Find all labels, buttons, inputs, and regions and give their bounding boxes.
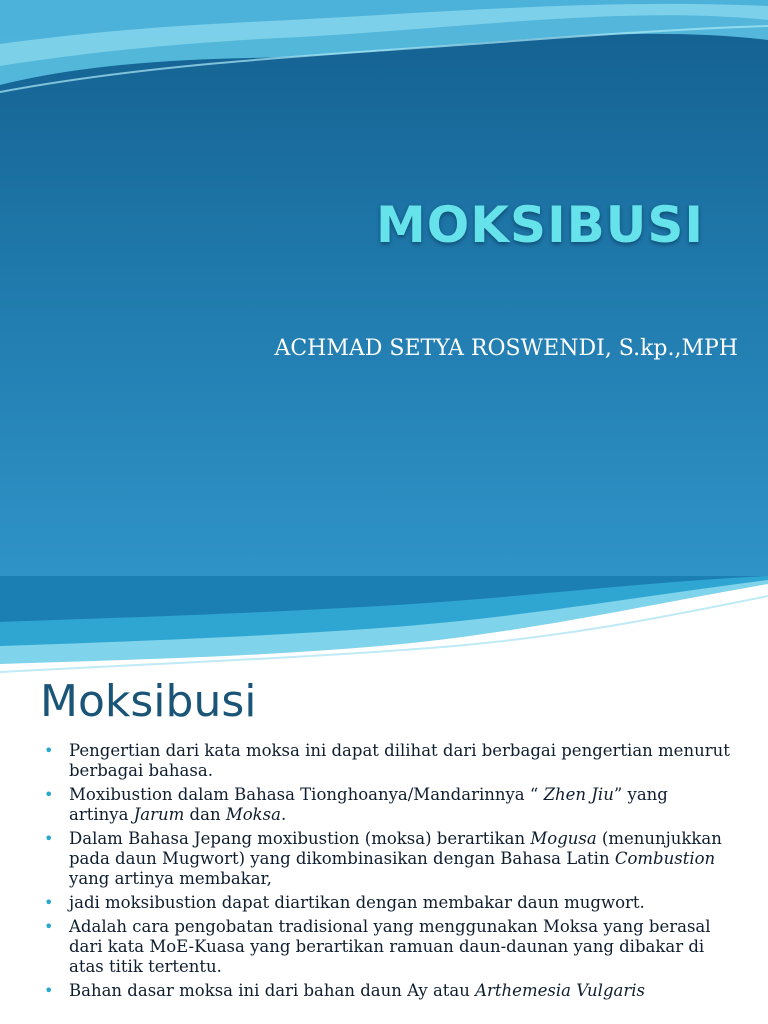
bullet-text-segment: Dalam Bahasa Jepang moxibustion (moksa) berartikan: [69, 829, 531, 848]
bullet-text-segment: Mogusa: [530, 829, 597, 848]
bullet-text-segment: .: [280, 805, 287, 824]
bullet-dot-icon: •: [44, 785, 54, 804]
bullet-text-segment: Moksa: [225, 805, 281, 824]
bullet-item: [40, 785, 730, 825]
bullet-text-segment: ” yang artinya: [69, 785, 668, 824]
bullet-dot-icon: •: [44, 893, 54, 912]
bullet-text-segment: Arthemesia Vulgaris: [475, 981, 645, 1000]
bullet-list: [40, 741, 730, 1005]
bullet-text-segment: (menunjukkan pada daun Mugwort) yang dikombinasikan dengan Bahasa Latin: [69, 829, 722, 868]
bullet-dot-icon: •: [44, 741, 54, 760]
bullet-dot-icon: •: [44, 981, 54, 1000]
bullet-item: [40, 741, 730, 781]
bullet-item: [40, 829, 730, 889]
bullet-text-segment: Jarum: [133, 805, 185, 824]
bullet-text-segment: jadi moksibustion dapat diartikan dengan membakar daun mugwort.: [69, 893, 645, 912]
wave-decoration: [0, 576, 768, 686]
bullet-item: [40, 917, 730, 977]
bullet-text-segment: Bahan dasar moksa ini dari bahan daun Ay atau: [69, 981, 476, 1000]
bullet-dot-icon: •: [44, 829, 54, 848]
bullet-dot-icon: •: [44, 917, 54, 936]
bullet-text-segment: Adalah cara pengobatan tradisional yang menggunakan Moksa yang berasal dari kata MoE-Kuasa yang berartikan ramuan daun-daunan yang dibakar di atas titik tertentu.: [69, 917, 711, 976]
bullet-text-segment: yang artinya membakar,: [69, 869, 272, 888]
bullet-text-segment: Combustion: [614, 849, 716, 868]
author-name: ACHMAD SETYA ROSWENDI, S.kp.,MPH: [274, 336, 738, 361]
bullet-item: [40, 893, 730, 913]
bullet-text-segment: dan: [184, 805, 226, 824]
slide-heading: Moksibusi: [40, 676, 257, 727]
slide-title: MOKSIBUSI: [376, 196, 704, 254]
bullet-text-segment: Moxibustion dalam Bahasa Tionghoanya/Mandarinnya “: [69, 785, 544, 804]
content-slide: [0, 576, 768, 1024]
bullet-text-segment: Pengertian dari kata moksa ini dapat dilihat dari berbagai pengertian menurut berbagai bahasa.: [69, 741, 730, 780]
bullet-text-segment: Zhen Jiu: [543, 785, 614, 804]
bullet-item: [40, 981, 730, 1001]
